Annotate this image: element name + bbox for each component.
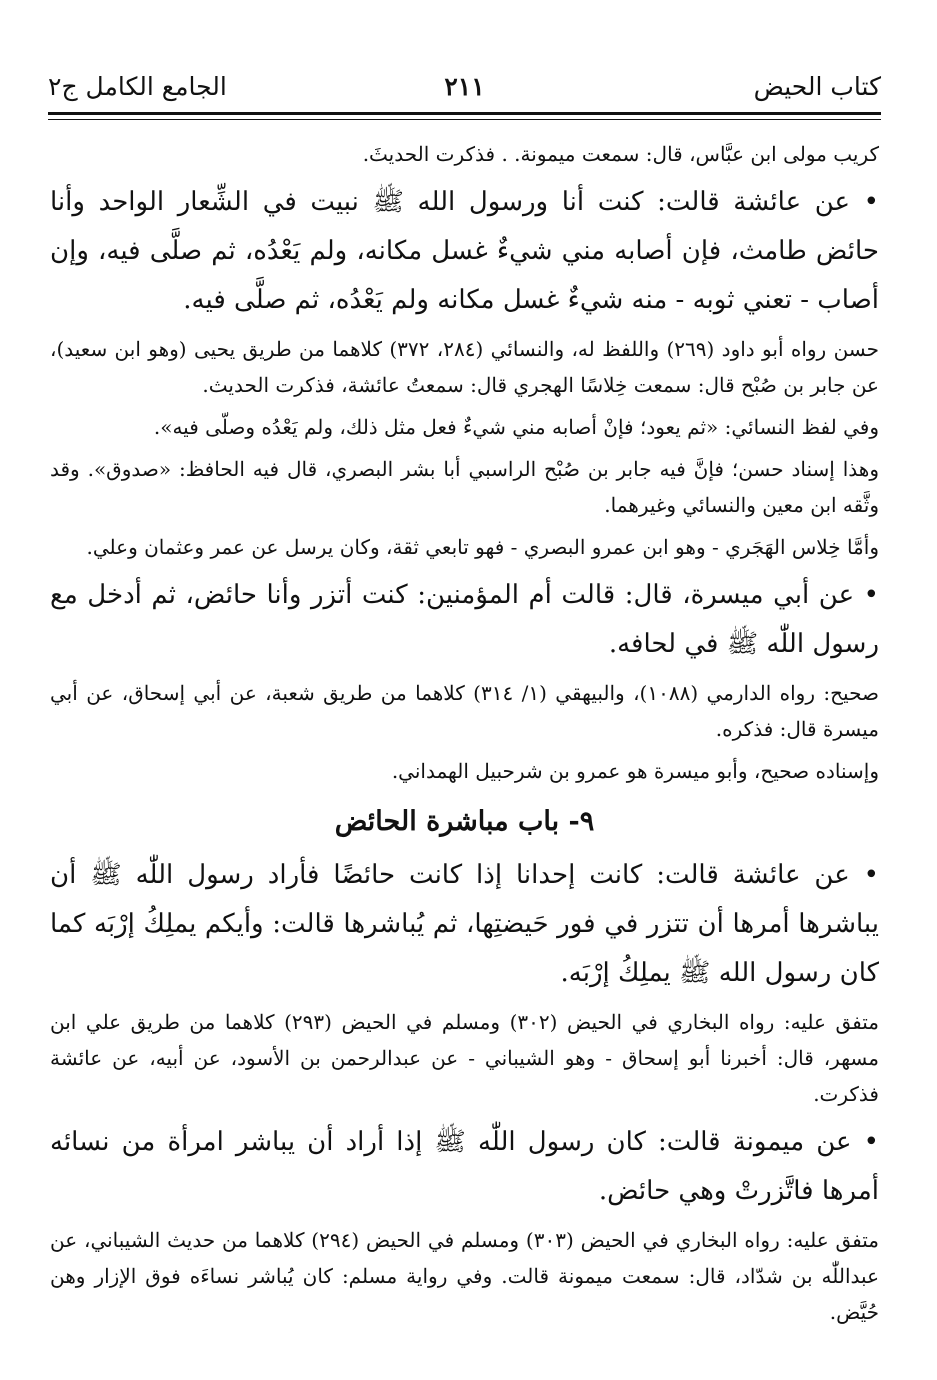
hadith-text: • عن أبي ميسرة، قال: قالت أم المؤمنين: كنت أتزر وأنا حائض، ثم أدخل مع رسول اللّٰه ﷺ في لحافه.: [50, 580, 879, 659]
hadith-text: • عن ميمونة قالت: كان رسول اللّٰه ﷺ إذا أراد أن يباشر امرأة من نسائه أمرها فاتَّزرتْ وهي حائض.: [50, 1127, 879, 1206]
chapter-title: كتاب الحيض: [753, 72, 881, 101]
page-body: [50, 136, 879, 1336]
takhrij-note: وهذا إسناد حسن؛ فإنَّ فيه جابر بن صُبْح الراسبي أبا بشر البصري، قال فيه الحافظ: «صدوق». وقد وثَّقه ابن معين والنسائي وغيرهما.: [50, 457, 879, 517]
takhrij-note: وأمَّا خِلاس الهَجَري - وهو ابن عمرو البصري - فهو تابعي ثقة، وكان يرسل عن عمر وعثمان وعلي.: [86, 535, 879, 559]
header-rule-thick: [48, 112, 881, 115]
section-heading: ٩- باب مباشرة الحائض: [334, 806, 595, 837]
header-rule-thin: [48, 119, 881, 120]
takhrij-note: حسن رواه أبو داود (٢٦٩) واللفظ له، والنسائي (٢٨٤، ٣٧٢) كلاهما من طريق يحيى (وهو ابن سعيد)، عن جابر بن صُبْح قال: سمعت خِلاسًا الهجري قال: سمعتُ عائشة، فذكرت الحديث.: [50, 337, 879, 397]
page-header: [48, 68, 881, 108]
takhrij-note: وإسناده صحيح، وأبو ميسرة هو عمرو بن شرحبيل الهمداني.: [391, 759, 879, 783]
takhrij-note: صحيح: رواه الدارمي (١٠٨٨)، والبيهقي (١/ ٣١٤) كلاهما من طريق شعبة، عن أبي إسحاق، عن أبي ميسرة قال: فذكره.: [50, 681, 879, 741]
narration-note: كريب مولى ابن عبَّاس، قال: سمعت ميمونة. . فذكرت الحديثَ.: [362, 142, 879, 166]
takhrij-note: متفق عليه: رواه البخاري في الحيض (٣٠٣) ومسلم في الحيض (٢٩٤) كلاهما من حديث الشيباني، عن عبداللّٰه بن شدّاد، قال: سمعت ميمونة قالت. وفي رواية مسلم: كان يُباشر نساءَه فوق الإزار وهن حُيَّض.: [50, 1228, 879, 1324]
page-number: ٢١١: [444, 72, 485, 101]
takhrij-note: وفي لفظ النسائي: «ثم يعود؛ فإنْ أصابه مني شيءٌ فعل مثل ذلك، ولم يَعْدُه وصلّى فيه».: [153, 415, 879, 439]
takhrij-note: متفق عليه: رواه البخاري في الحيض (٣٠٢) ومسلم في الحيض (٢٩٣) كلاهما من طريق علي ابن مسهر، قال: أخبرنا أبو إسحاق - وهو الشيباني - عن عبدالرحمن بن الأسود، عن أبيه، عن عائشة فذكرت.: [50, 1010, 879, 1106]
hadith-text: • عن عائشة قالت: كنت أنا ورسول الله ﷺ نبيت في الشِّعار الواحد وأنا حائض طامث، فإن أصابه مني شيءٌ غسل مكانه، ولم يَعْدُه، ثم صلَّى فيه، وإن أصاب - تعني ثوبه - منه شيءٌ غسل مكانه ولم يَعْدُه، ثم صلَّى فيه.: [50, 187, 879, 315]
book-title: الجامع الكامل ج٢: [48, 72, 227, 101]
hadith-text: • عن عائشة قالت: كانت إحدانا إذا كانت حائضًا فأراد رسول اللّٰه ﷺ أن يباشرها أمرها أن تتزر في فور حَيضتِها، ثم يُباشرها قالت: وأيكم يملِكُ إرْبَه كما كان رسول الله ﷺ يملِكُ إرْبَه.: [50, 860, 879, 988]
